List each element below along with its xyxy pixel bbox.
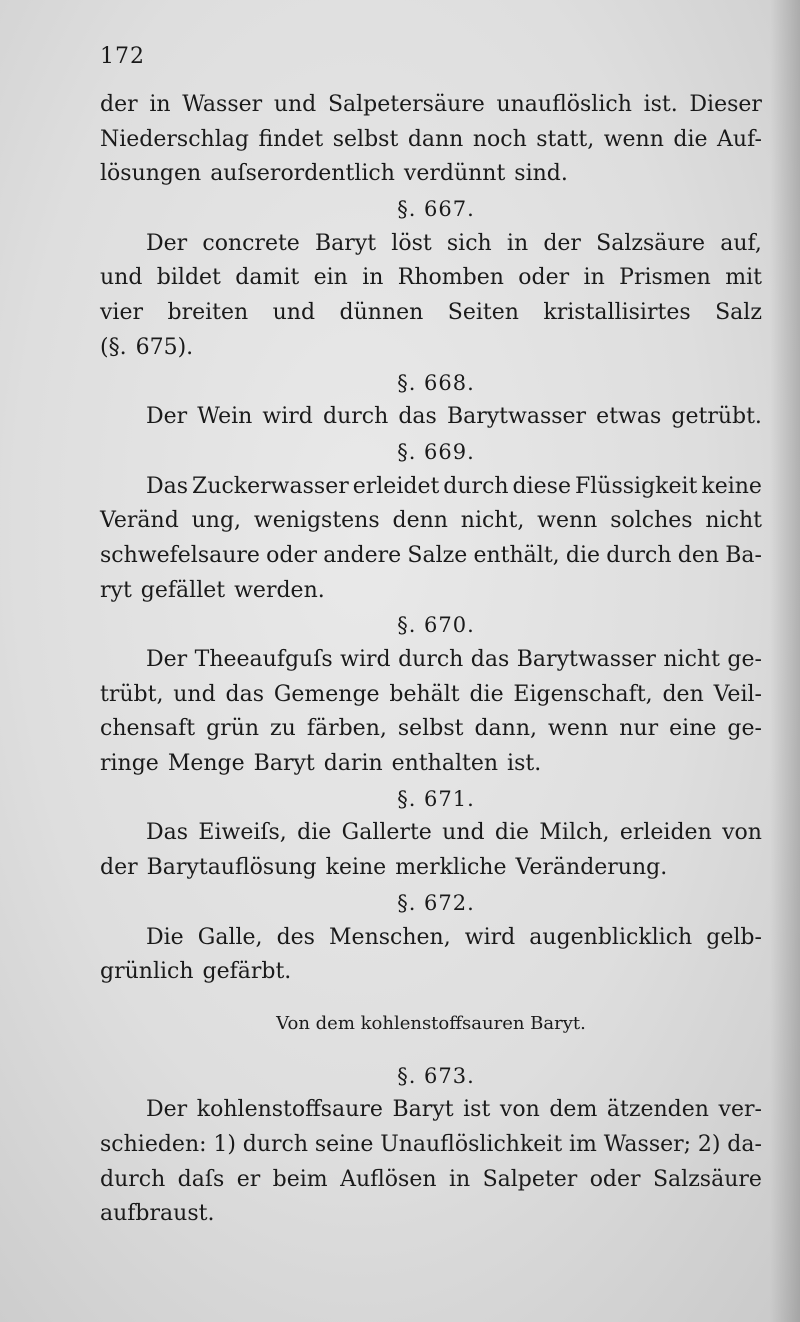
word: oder [518,265,570,291]
word: oder [266,542,318,568]
word: behält [389,681,460,707]
word: grünlich [100,959,194,985]
continuation-paragraph [100,88,762,192]
text-line [100,643,762,678]
word: Der [146,230,188,256]
text-line [100,296,762,331]
word: schwefelsaure [100,542,260,568]
word: Niederschlag [100,126,249,152]
word: werden. [234,577,325,603]
word: Rhomben [397,265,504,291]
word: Auflösen [340,1166,437,1192]
word: Veil- [713,681,762,707]
text-line [100,574,762,609]
section-670 [100,608,762,781]
section-heading: §. 673. [397,1063,475,1088]
word: keine [701,473,762,499]
word: Die [146,924,184,950]
word: ist. [643,92,678,117]
word: bildet [156,265,221,291]
word: vier [100,300,144,326]
word: Auf- [717,126,762,152]
text-line [100,1163,762,1198]
word: daſs [177,1166,225,1192]
section-672 [100,886,762,990]
word: Salzsäure [596,230,706,256]
word: löst [391,230,432,256]
word: ver- [718,1097,762,1123]
word: der [100,92,138,117]
word: durch [100,1166,166,1192]
word: findet [258,126,324,152]
word: durch [242,1131,309,1157]
word: und [273,92,317,117]
word: in [362,265,384,291]
page-edge-shadow [770,0,800,1322]
section-heading: §. 669. [397,439,475,464]
word: die [494,820,530,846]
word: Galle, [197,924,263,950]
word: solches [610,508,693,534]
word: unauflöslich [496,92,632,117]
word: wenigstens [253,508,380,534]
section-heading: §. 668. [397,370,475,395]
word: wenn [603,126,664,152]
section-673 [100,1059,762,1232]
word: Wasser; [603,1131,692,1157]
text-line [100,1197,762,1232]
word: Salpeter [482,1166,578,1192]
word: wird [262,404,313,430]
text-line [100,261,762,296]
word: zu [270,716,296,742]
word: 675). [135,334,194,360]
word: wird [464,924,516,950]
word: den [677,542,720,568]
word: Flüssigkeit [574,473,698,499]
word: lösungen [100,161,202,187]
word: dann, [474,716,537,742]
word: Barytwasser [516,647,656,672]
word: beim [272,1166,328,1192]
word: Barytauflösung [146,855,317,881]
page-number: 172 [100,44,145,69]
word: auf, [720,230,762,256]
word: wird [340,647,391,672]
word: enthalten [391,751,499,777]
word: und [173,681,216,707]
word: augenblicklich [529,924,693,950]
word: ge- [727,716,762,742]
word: Ba- [725,542,762,568]
word: auſserordentlich [210,161,395,187]
word: nur [619,716,659,742]
word: der [543,230,581,256]
word: Milch, [539,820,610,846]
word: von [722,820,762,846]
word: das [225,681,264,707]
text-line [100,921,762,956]
text-line [100,678,762,713]
word: und [272,300,316,326]
word: Der [146,647,188,672]
text-line [100,88,762,123]
word: Baryt [253,751,315,777]
word: färben, [306,716,387,742]
word: ryt [100,577,132,603]
word: grün [206,716,260,742]
word: concrete [202,230,300,256]
text-line [100,539,762,574]
word: das [398,404,437,430]
word: Salz [715,300,762,326]
word: Salzsäure [652,1166,762,1192]
word: und [100,265,143,291]
section-heading: §. 672. [397,890,475,915]
text-line [100,123,762,158]
word: Gallerte [341,820,432,846]
word: und [442,820,485,846]
word: statt, [536,126,595,152]
word: da- [727,1131,762,1157]
word: 2) [697,1131,721,1157]
word: in [506,230,529,256]
word: Menschen, [329,924,451,950]
word: kohlenstoffsaure [196,1097,383,1123]
word: verdünnt [403,161,506,187]
word: keine [325,855,387,881]
word: selbst [397,716,464,742]
word: selbst [332,126,399,152]
word: kristallisirtes [543,300,691,326]
text-line [100,816,762,851]
word: nicht [663,647,720,672]
word: durch [398,647,464,672]
text-line [100,747,762,782]
word: in [583,265,605,291]
word: denn [392,508,448,534]
word: Eiweiſs, [198,820,287,846]
text-line [100,504,762,539]
word: Zuckerwasser [192,473,349,499]
word: noch [472,126,527,152]
word: diese [512,473,571,499]
word: enthält, [473,542,560,568]
word: ge- [727,647,762,672]
text-line [100,331,762,366]
word: des [276,924,315,950]
text-line [100,712,762,747]
word: Wein [197,404,253,430]
word: Baryt [315,230,377,256]
word: sind. [514,161,568,187]
word: Menge [167,751,245,777]
word: ein [313,265,348,291]
word: Gemenge [273,681,380,707]
word: ung, [191,508,242,534]
word: damit [235,265,300,291]
word: oder [589,1166,641,1192]
word: Theeaufguſs [194,647,333,672]
word: mit [725,265,762,291]
section-heading: §. 671. [397,786,475,811]
word: dünnen [339,300,424,326]
word: ist. [507,751,542,777]
word: getrübt. [671,404,762,430]
word: im [569,1131,597,1157]
word: von [499,1097,540,1123]
word: Das [146,473,189,499]
text-block [100,88,762,1232]
word: Salze [407,542,468,568]
section-668 [100,366,762,435]
word: Eigenschaft, [513,681,653,707]
word: nicht [705,508,762,534]
text-line [100,851,762,886]
word: dem [549,1097,598,1123]
word: der [100,855,138,881]
word: nicht, [460,508,525,534]
section-heading: §. 670. [397,613,475,638]
text-line [100,470,762,505]
word: Barytwasser [446,404,587,430]
word: seine [314,1131,374,1157]
word: durch [443,473,509,499]
word: erleiden [619,820,712,846]
word: merkliche [395,855,507,881]
word: die [565,542,601,568]
word: darin [323,751,383,777]
word: in [448,1166,471,1192]
word: Veränd [100,508,179,534]
section-heading: §. 667. [397,197,475,222]
word: das [470,647,510,672]
word: gelb- [706,924,762,950]
word: durch [322,404,389,430]
word: Seiten [447,300,519,326]
text-line [100,227,762,262]
word: Wasser [182,92,263,117]
word: aufbraust. [100,1201,215,1227]
word: Der [146,1097,188,1123]
word: Prismen [619,265,711,291]
word: dann [407,126,464,152]
word: gefället [140,577,226,603]
word: eine [669,716,717,742]
word: er [236,1166,261,1192]
text-line [100,955,762,990]
word: gefärbt. [202,959,292,985]
text-line [100,1128,762,1163]
word: erleidet [352,473,440,499]
section-669 [100,435,762,608]
word: ätzenden [606,1097,709,1123]
word: etwas [596,404,662,430]
word: die [673,126,708,152]
section-671 [100,782,762,886]
word: 1) [213,1131,236,1157]
word: Dieser [689,92,762,117]
word: Das [146,820,189,846]
subsection-title: Von dem kohlenstoffsauren Baryt. [276,1012,586,1034]
word: Unauflöslichkeit [380,1131,563,1157]
word: Der [146,404,188,430]
text-line [100,400,762,435]
word: sich [446,230,492,256]
word: ringe [100,751,159,777]
word: ist [463,1097,491,1123]
section-667 [100,192,762,365]
word: chensaft [100,716,196,742]
word: (§. [100,334,127,360]
word: in [149,92,171,117]
word: trübt, [100,681,164,707]
word: wenn [537,508,598,534]
word: wenn [548,716,609,742]
word: Veränderung. [515,855,668,881]
text-line [100,157,762,192]
text-line [100,1093,762,1128]
word: breiten [167,300,249,326]
word: Baryt [392,1097,454,1123]
word: schieden: [100,1131,207,1157]
word: die [297,820,332,846]
word: andere [323,542,402,568]
word: den [662,681,704,707]
word: Salpetersäure [327,92,485,117]
word: die [469,681,504,707]
word: durch [606,542,672,568]
